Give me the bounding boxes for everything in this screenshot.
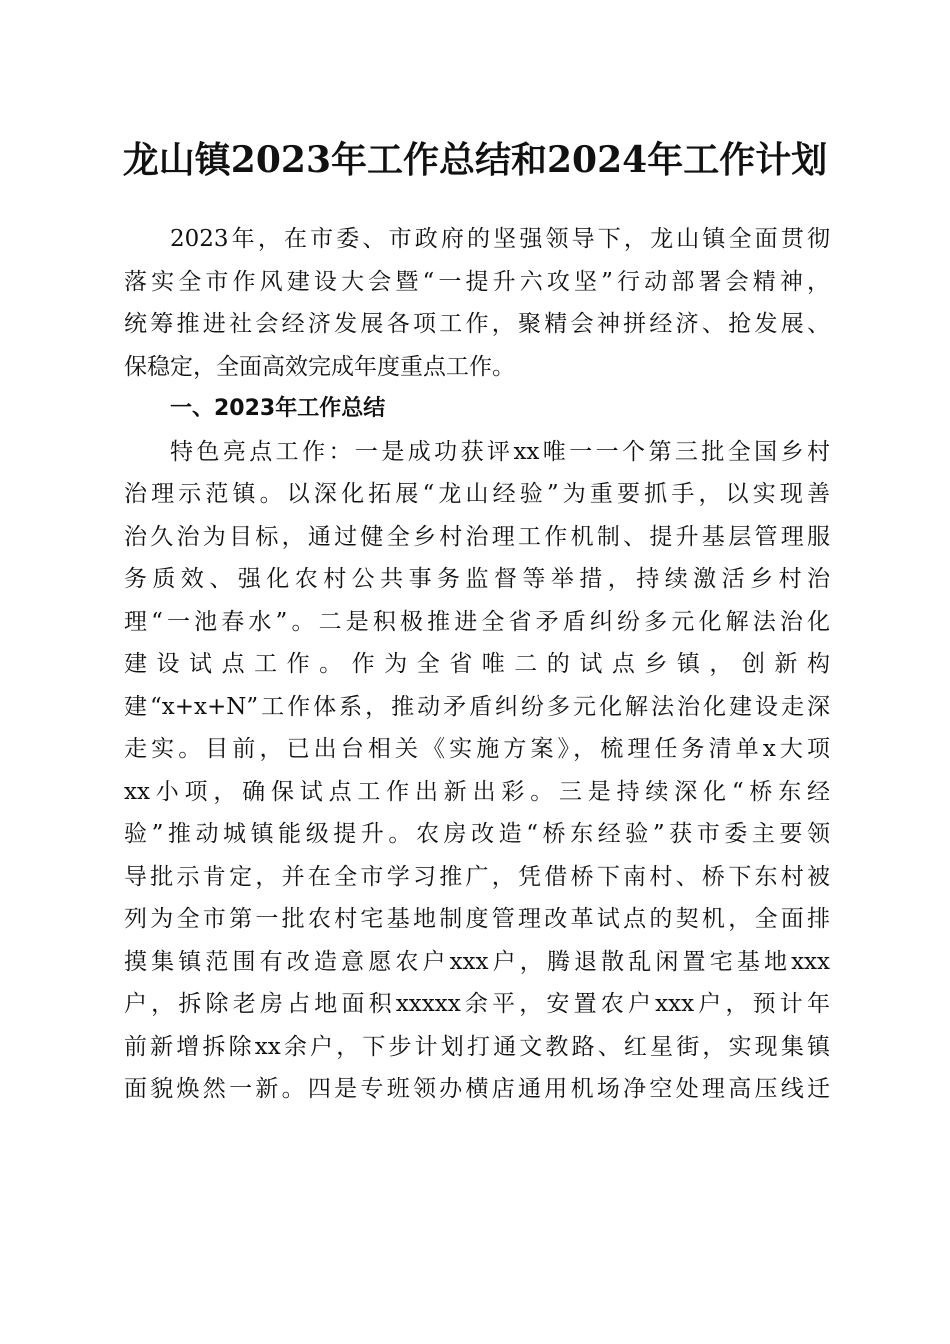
paragraph-line: 面貌焕然一新。四是专班领办横店通用机场净空处理高压线迁: [124, 1076, 830, 1102]
paragraph-line: 理“一池春水”。二是积极推进全省矛盾纠纷多元化解法治化: [124, 608, 830, 635]
document-title: 龙山镇2023年工作总结和2024年工作计划: [122, 139, 828, 181]
paragraph-line: 统筹推进社会经济发展各项工作，聚精会神拼经济、抢发展、: [124, 311, 830, 337]
paragraph-line: 摸集镇范围有改造意愿农户xxx户，腾退散乱闲置宅基地xxx: [124, 948, 830, 975]
paragraph-line: 前新增拆除xx余户，下步计划打通文教路、红星街，实现集镇: [124, 1033, 830, 1060]
section-heading: 一、2023年工作总结: [170, 396, 386, 421]
paragraph-line: 建设试点工作。作为全省唯二的试点乡镇，创新构: [124, 651, 830, 677]
paragraph-line: 务质效、强化农村公共事务监督等举措，持续激活乡村治: [124, 566, 830, 592]
paragraph-line: 落实全市作风建设大会暨“一提升六攻坚”行动部署会精神，: [124, 268, 830, 295]
paragraph-line: 验”推动城镇能级提升。农房改造“桥东经验”获市委主要领: [124, 821, 830, 847]
paragraph-line: 2023年，在市委、市政府的坚强领导下，龙山镇全面贯彻: [170, 226, 830, 252]
document-body: [124, 218, 830, 1111]
paragraph-line: 导批示肯定，并在全市学习推广，凭借桥下南村、桥下东村被: [124, 863, 830, 890]
paragraph-line: 特色亮点工作：一是成功获评xx唯一一个第三批全国乡村: [170, 438, 830, 465]
paragraph-line: 治久治为目标，通过健全乡村治理工作机制、提升基层管理服: [124, 523, 830, 550]
paragraph-line: 走实。目前，已出台相关《实施方案》，梳理任务清单x大项: [124, 736, 830, 762]
paragraph-line: 治理示范镇。以深化拓展“龙山经验”为重要抓手，以实现善: [124, 481, 830, 507]
paragraph-line: 列为全市第一批农村宅基地制度管理改革试点的契机，全面排: [124, 906, 830, 932]
paragraph-line: 户，拆除老房占地面积xxxxx余平，安置农户xxx户，预计年: [124, 991, 830, 1017]
paragraph-line: xx小项，确保试点工作出新出彩。三是持续深化“桥东经: [124, 778, 830, 805]
paragraph-line: 建“x+x+N”工作体系，推动矛盾纠纷多元化解法治化建设走深: [124, 693, 830, 720]
paragraph-line: 保稳定，全面高效完成年度重点工作。: [124, 353, 515, 380]
